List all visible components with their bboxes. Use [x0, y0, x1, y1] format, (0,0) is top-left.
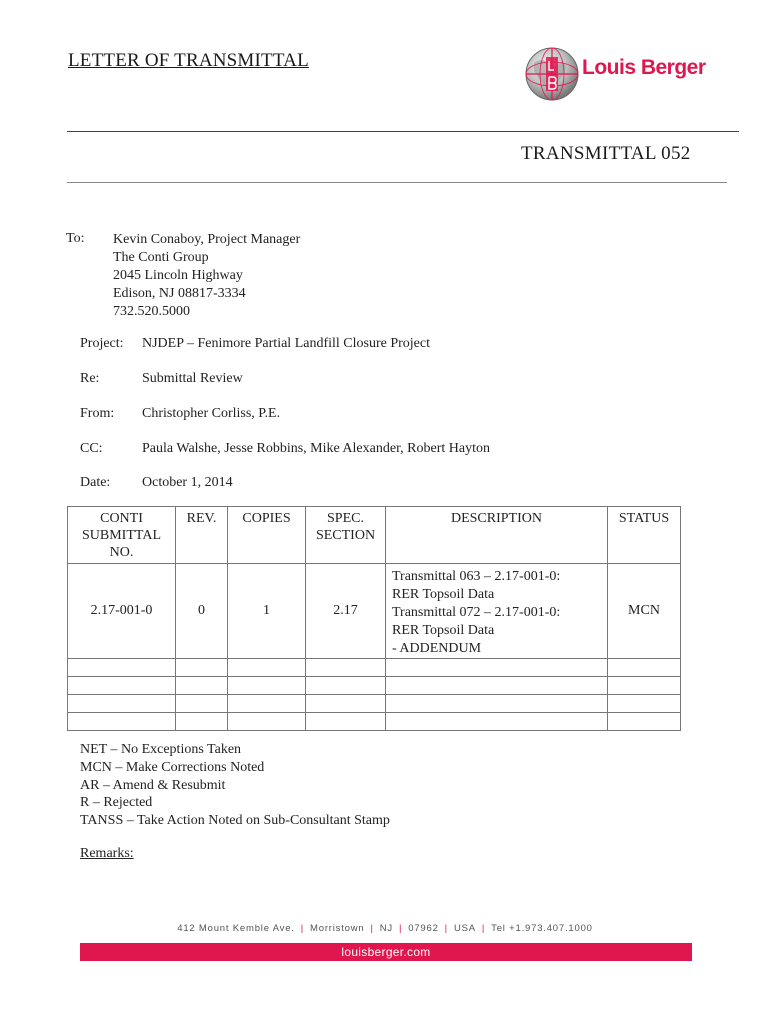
- description-line: RER Topsoil Data: [392, 587, 495, 602]
- project-label: Project:: [80, 336, 124, 351]
- table-row-empty: [68, 695, 681, 713]
- legend-item: NET – No Exceptions Taken: [80, 742, 242, 757]
- header-text: SPEC.: [327, 511, 364, 526]
- cell-spec-section: 2.17: [306, 564, 386, 659]
- description-line: RER Topsoil Data: [392, 623, 495, 638]
- cc-label: CC:: [80, 441, 103, 456]
- header-text: SECTION: [315, 528, 376, 543]
- to-label: To:: [66, 231, 85, 246]
- footer-state: NJ: [379, 923, 393, 934]
- table-row-empty: [68, 659, 681, 677]
- remarks-label: Remarks:: [80, 846, 134, 861]
- footer-country: USA: [453, 923, 476, 934]
- footer-website-bar: [80, 943, 692, 961]
- document-title: LETTER OF TRANSMITTAL: [68, 50, 309, 71]
- description-line: Transmittal 063 – 2.17-001-0:: [392, 569, 561, 584]
- cc-value: Paula Walshe, Jesse Robbins, Mike Alexander, Robert Hayton: [142, 441, 490, 456]
- re-value: Submittal Review: [142, 371, 243, 386]
- footer-street: 412 Mount Kemble Ave.: [177, 923, 295, 934]
- re-label: Re:: [80, 371, 100, 386]
- description-line: - ADDENDUM: [392, 641, 482, 656]
- table-row-empty: [68, 713, 681, 731]
- louis-berger-logo: [524, 43, 714, 105]
- header-copies: COPIES: [228, 507, 306, 564]
- legend-item: TANSS – Take Action Noted on Sub-Consultant Stamp: [80, 813, 390, 828]
- date-value: October 1, 2014: [142, 475, 233, 490]
- date-label: Date:: [80, 475, 111, 490]
- from-label: From:: [80, 406, 115, 421]
- footer-phone: Tel +1.973.407.1000: [491, 923, 593, 934]
- cell-rev: 0: [176, 564, 228, 659]
- submittal-table: [67, 506, 681, 731]
- header-divider-top: [67, 131, 739, 132]
- to-line: Edison, NJ 08817-3334: [113, 286, 246, 301]
- header-divider-bottom: [67, 182, 727, 183]
- to-line: 2045 Lincoln Highway: [113, 268, 243, 283]
- header-status: STATUS: [608, 507, 681, 564]
- legend-item: R – Rejected: [80, 795, 153, 810]
- header-text: CONTI: [100, 511, 143, 526]
- to-line: Kevin Conaboy, Project Manager: [113, 232, 301, 247]
- legend-item: AR – Amend & Resubmit: [80, 778, 226, 793]
- cell-copies: 1: [228, 564, 306, 659]
- description-line: Transmittal 072 – 2.17-001-0:: [392, 605, 561, 620]
- header-text: NO.: [109, 545, 134, 560]
- legend-item: MCN – Make Corrections Noted: [80, 760, 265, 775]
- table-row-empty: [68, 677, 681, 695]
- logo-wordmark: Louis Berger: [582, 56, 706, 79]
- header-submittal-no: [68, 507, 176, 564]
- cell-submittal-no: 2.17-001-0: [68, 564, 176, 659]
- from-value: Christopher Corliss, P.E.: [142, 406, 281, 421]
- to-line: The Conti Group: [113, 250, 209, 265]
- cell-description: [386, 564, 608, 659]
- to-line: 732.520.5000: [113, 304, 190, 319]
- globe-logo-icon: [524, 43, 580, 105]
- header-text: SUBMITTAL: [82, 528, 161, 543]
- project-value: NJDEP – Fenimore Partial Landfill Closure Project: [142, 336, 430, 351]
- footer-website: louisberger.com: [341, 945, 431, 959]
- transmittal-number: TRANSMITTAL 052: [521, 143, 691, 164]
- header-rev: REV.: [176, 507, 228, 564]
- cell-status: MCN: [608, 564, 681, 659]
- footer-zip: 07962: [408, 923, 439, 934]
- footer-city: Morristown: [310, 923, 365, 934]
- table-header-row: [68, 507, 681, 564]
- footer-address: 412 Mount Kemble Ave. | Morristown | NJ | 07962 | USA | Tel +1.973.407.1000: [177, 923, 593, 934]
- table-row: [68, 564, 681, 659]
- header-description: DESCRIPTION: [386, 507, 608, 564]
- header-spec-section: [306, 507, 386, 564]
